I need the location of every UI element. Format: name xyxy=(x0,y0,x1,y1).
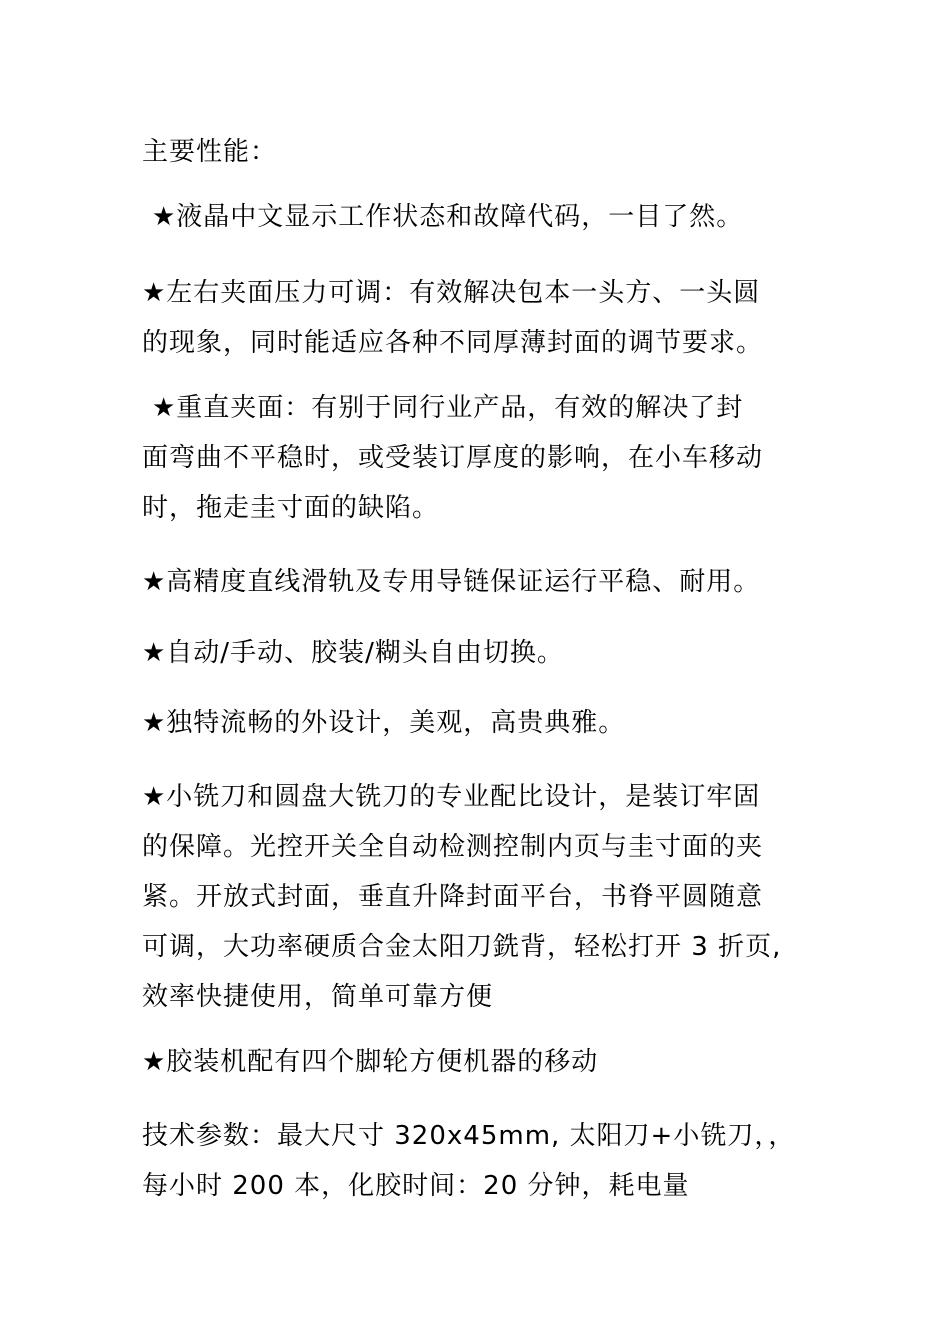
feature-design xyxy=(142,698,625,748)
feature-line: ★独特流畅的外设计，美观，高贵典雅。 xyxy=(142,708,626,738)
feature-line: ★重直夹面：有别于同行业产品，有效的解决了封 xyxy=(152,393,744,423)
feature-line: 紧。开放式封面，垂直升降封面平台，书脊平圆随意 xyxy=(142,882,764,912)
feature-casters xyxy=(142,1037,598,1087)
feature-mode-switch xyxy=(142,628,564,678)
document-page xyxy=(142,0,842,1344)
feature-line: 的现象，同时能适应各种不同厚薄封面的调节要求。 xyxy=(142,328,764,358)
feature-linear-rail xyxy=(142,557,760,607)
feature-line: 的保障。光控开关全自动检测控制内页与圭寸面的夹 xyxy=(142,832,764,862)
feature-line: ★小铣刀和圆盘大铣刀的专业配比设计，是装订牢固 xyxy=(142,782,761,812)
feature-line: ★液晶中文显示工作状态和故障代码，一目了然。 xyxy=(152,202,744,232)
feature-line: ★左右夹面压力可调：有效解决包本一头方、一头圆 xyxy=(142,278,761,308)
feature-vertical-clamp xyxy=(142,383,764,533)
specs-line: 技术参数：最大尺寸 320x45mm, 太阳刀+小铣刀，， xyxy=(142,1121,796,1151)
feature-milling-cutter xyxy=(142,772,781,1022)
heading-text: 主要性能： xyxy=(142,137,278,167)
section-heading xyxy=(142,127,277,177)
feature-lcd-display xyxy=(152,192,743,242)
feature-line: ★高精度直线滑轨及专用导链保证运行平稳、耐用。 xyxy=(142,567,761,597)
feature-line: 可调，大功率硬质合金太阳刀銑背，轻松打开 3 折页, xyxy=(142,932,782,962)
feature-line: 效率快捷使用，简单可靠方便 xyxy=(142,982,494,1012)
feature-line: ★自动/手动、胶装/糊头自由切换。 xyxy=(142,638,564,668)
feature-pressure-adjust xyxy=(142,268,763,368)
feature-line: ★胶装机配有四个脚轮方便机器的移动 xyxy=(142,1047,599,1077)
specs-line: 每小时 200 本，化胶时间：20 分钟，耗电量 xyxy=(142,1171,690,1201)
technical-specs xyxy=(142,1111,795,1211)
feature-line: 面弯曲不平稳时，或受装订厚度的影响，在小车移动 xyxy=(142,443,764,473)
feature-line: 时，拖走圭寸面的缺陷。 xyxy=(142,493,440,523)
